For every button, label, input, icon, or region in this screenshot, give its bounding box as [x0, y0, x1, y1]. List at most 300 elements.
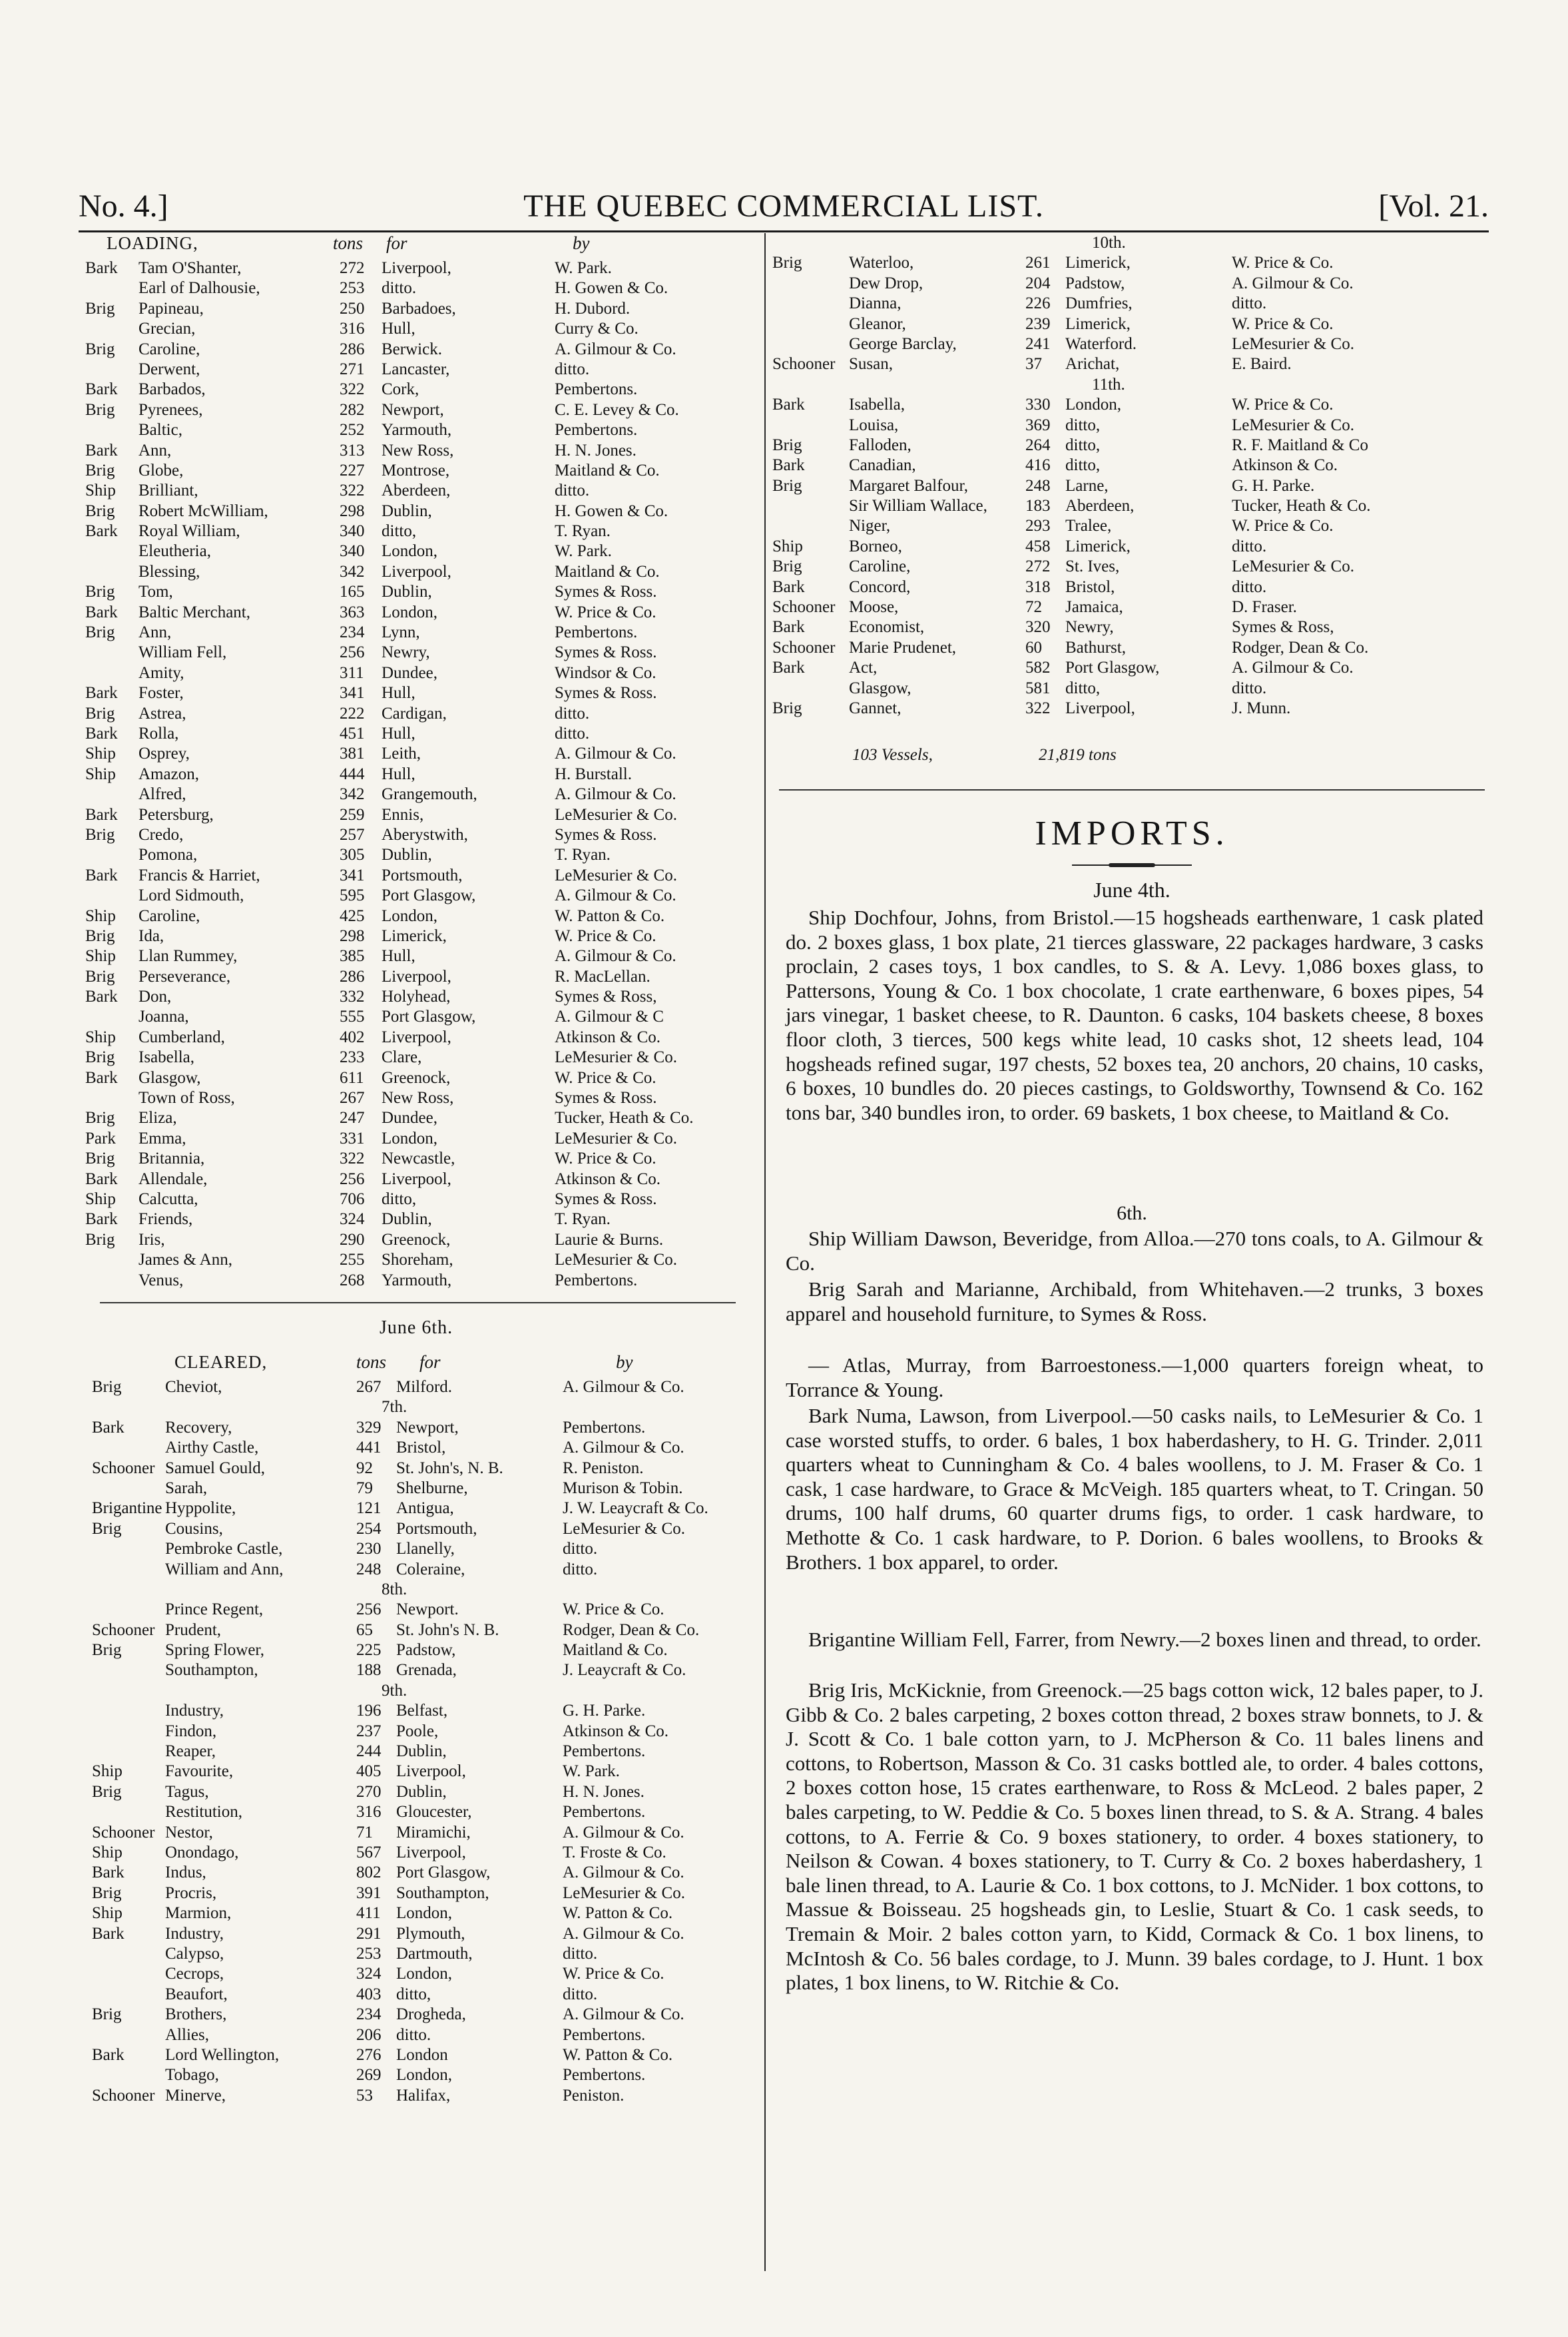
vessel-tons: 257	[340, 825, 365, 844]
vessel-tons: 298	[340, 926, 365, 945]
vessel-name: William and Ann,	[165, 1560, 284, 1578]
vessel-agent: LeMesurier & Co.	[555, 1251, 677, 1269]
vessel-name: Marmion,	[165, 1904, 232, 1923]
vessel-name: Eleutheria,	[138, 542, 211, 561]
vessel-name: Gannet,	[849, 699, 902, 717]
vessel-destination: Belfast,	[396, 1702, 448, 1720]
vessel-tons: 237	[356, 1722, 382, 1740]
vessel-destination: Aberdeen,	[1065, 497, 1135, 515]
vessel-name: Dianna,	[849, 294, 902, 313]
vessel-tons: 290	[340, 1230, 365, 1249]
vessel-name: Susan,	[849, 355, 893, 374]
vessel-name: Marie Prudenet,	[849, 638, 957, 657]
vessel-tons: 230	[356, 1540, 382, 1558]
vessel-tons: 282	[340, 400, 365, 419]
vessel-row	[79, 1903, 751, 1923]
vessel-name: Baltic Merchant,	[138, 603, 250, 621]
vessel-type: Schooner	[92, 1823, 155, 1841]
vessel-agent: T. Froste & Co.	[563, 1843, 666, 1861]
vessel-tons: 267	[356, 1378, 382, 1396]
vessel-type: Bark	[85, 259, 118, 277]
vessel-destination: Southampton,	[396, 1883, 489, 1902]
vessel-destination: Dublin,	[382, 1210, 432, 1229]
vessel-row	[772, 334, 1488, 354]
date-row	[772, 375, 1488, 395]
vessel-name: Calypso,	[165, 1944, 224, 1963]
vessel-destination: Hull,	[382, 684, 415, 703]
vessel-tons: 222	[340, 704, 365, 723]
vessel-destination: Liverpool,	[382, 1169, 451, 1188]
vessel-tons: 121	[356, 1499, 382, 1518]
vessel-tons: 244	[356, 1742, 382, 1761]
vessel-name: William Fell,	[138, 643, 227, 662]
vessel-tons: 269	[356, 2066, 382, 2085]
vessel-row	[79, 1007, 751, 1027]
vessel-agent: Pembertons.	[563, 1742, 646, 1761]
vessel-destination: ditto,	[382, 522, 417, 541]
vessel-name: Prudent,	[165, 1620, 222, 1639]
vessel-name: Margaret Balfour,	[849, 476, 969, 495]
vessel-agent: W. Price & Co.	[563, 1600, 664, 1619]
vessel-name: Ida,	[138, 926, 164, 945]
cleared-date-heading: June 6th.	[380, 1317, 453, 1338]
vessel-row	[79, 1944, 751, 1964]
vessel-destination: Shoreham,	[382, 1251, 453, 1269]
vessel-type: Brig	[85, 1048, 115, 1067]
vessel-type: Ship	[85, 765, 116, 783]
vessel-row	[772, 658, 1488, 678]
vessel-tons: 183	[1025, 497, 1051, 515]
vessel-row	[772, 516, 1488, 536]
vessel-destination: New Ross,	[382, 1089, 454, 1108]
vessel-agent: ditto.	[563, 1540, 598, 1558]
vessel-name: Papineau,	[138, 299, 204, 318]
vessel-name: Samuel Gould,	[165, 1459, 265, 1477]
vessel-row	[79, 825, 751, 845]
vessel-type: Brigantine	[92, 1499, 162, 1518]
vessel-type: Brig	[92, 1883, 122, 1902]
vessel-agent: W. Park.	[563, 1762, 620, 1781]
vessel-row	[79, 1985, 751, 2005]
vessel-tons: 342	[340, 562, 365, 581]
vessel-row	[772, 557, 1488, 577]
vessel-row	[79, 785, 751, 805]
vessel-destination: Newcastle,	[382, 1150, 455, 1168]
vessel-row	[79, 704, 751, 724]
vessel-tons: 53	[356, 2086, 373, 2105]
vessel-destination: Port Glasgow,	[1065, 659, 1160, 677]
vessel-agent: Murison & Tobin.	[563, 1479, 683, 1497]
vessel-row	[79, 926, 751, 946]
vessel-tons: 188	[356, 1661, 382, 1680]
vessel-type: Brig	[85, 704, 115, 723]
vessel-agent: Rodger, Dean & Co.	[563, 1620, 700, 1639]
vessel-name: Beaufort,	[165, 1985, 228, 2003]
vessel-row	[79, 461, 751, 481]
vessel-row	[79, 1843, 751, 1863]
vessel-agent: ditto.	[1232, 577, 1267, 596]
vessel-name: Isabella,	[138, 1048, 194, 1067]
vessel-tons: 250	[340, 299, 365, 318]
vessel-agent: ditto.	[1232, 537, 1267, 555]
vessel-destination: Dumfries,	[1065, 294, 1133, 313]
vessel-agent: D. Fraser.	[1232, 598, 1297, 617]
vessel-row	[772, 395, 1488, 415]
vessel-agent: ditto.	[555, 360, 590, 378]
vessel-row	[79, 2005, 751, 2025]
vessel-row	[79, 1883, 751, 1903]
vessel-tons: 318	[1025, 577, 1051, 596]
vessel-tons: 332	[340, 988, 365, 1006]
vessel-agent: T. Ryan.	[555, 522, 611, 541]
vessel-row	[772, 496, 1488, 516]
vessel-type: Bark	[772, 577, 805, 596]
vessel-name: Southampton,	[165, 1661, 258, 1680]
vessel-agent: ditto.	[563, 1944, 598, 1963]
vessel-row	[772, 416, 1488, 436]
vessel-name: Dew Drop,	[849, 274, 923, 292]
vessel-agent: ditto.	[563, 1560, 598, 1578]
vessel-name: Llan Rummey,	[138, 947, 238, 966]
vessel-row	[79, 643, 751, 663]
vessel-name: Amazon,	[138, 765, 199, 783]
vessel-destination: Liverpool,	[382, 259, 451, 277]
vessel-row	[79, 683, 751, 703]
vessel-destination: London,	[396, 2066, 453, 2085]
vessel-row	[79, 541, 751, 561]
vessel-row	[79, 1499, 751, 1518]
vessel-destination: Liverpool,	[1065, 699, 1135, 717]
vessel-row	[79, 1068, 751, 1088]
vessel-tons: 37	[1025, 355, 1042, 374]
vessel-agent: LeMesurier & Co.	[555, 1129, 677, 1148]
vessel-agent: LeMesurier & Co.	[555, 805, 677, 824]
vessel-destination: Limerick,	[382, 926, 447, 945]
vessel-name: Brilliant,	[138, 482, 198, 500]
vessel-agent: Symes & Ross,	[555, 988, 657, 1006]
vessel-name: Tobago,	[165, 2066, 219, 2085]
vessel-row	[772, 537, 1488, 557]
loading-list	[79, 258, 751, 1291]
vessel-row	[79, 1088, 751, 1108]
vessel-destination: Arichat,	[1065, 355, 1120, 374]
vessel-tons: 369	[1025, 416, 1051, 434]
vessel-destination: ditto,	[1065, 436, 1101, 454]
date-label: 7th.	[382, 1398, 407, 1417]
vessel-type: Ship	[85, 1028, 116, 1046]
vessel-tons: 391	[356, 1883, 382, 1902]
vessel-name: Grecian,	[138, 320, 196, 338]
vessel-name: Lord Wellington,	[165, 2045, 280, 2064]
vessel-tons: 79	[356, 1479, 373, 1497]
vessel-tons: 381	[340, 745, 365, 763]
vessel-row	[79, 1640, 751, 1660]
vessel-name: Cheviot,	[165, 1378, 222, 1396]
vessel-row	[79, 906, 751, 926]
vessel-agent: Symes & Ross.	[555, 583, 657, 601]
vessel-row	[772, 456, 1488, 476]
vessel-type: Brig	[85, 583, 115, 601]
vessel-type: Ship	[92, 1762, 123, 1781]
vessel-tons: 340	[340, 522, 365, 541]
vessel-name: Caroline,	[849, 557, 911, 576]
vessel-tons: 204	[1025, 274, 1051, 292]
vessel-name: Caroline,	[138, 340, 200, 358]
vessel-tons: 247	[340, 1109, 365, 1128]
vessel-destination: Grenada,	[396, 1661, 457, 1680]
vessel-agent: W. Price & Co.	[1232, 396, 1334, 414]
vessel-row	[79, 967, 751, 987]
vessel-tons: 567	[356, 1843, 382, 1861]
vessel-agent: Symes & Ross.	[555, 1089, 657, 1108]
vessel-name: Gleanor,	[849, 314, 906, 333]
vessel-type: Bark	[85, 988, 118, 1006]
vessel-agent: W. Price & Co.	[555, 926, 656, 945]
vessel-row	[79, 1189, 751, 1209]
vessel-type: Bark	[85, 1068, 118, 1087]
vessel-name: Hyppolite,	[165, 1499, 236, 1518]
vessel-row	[772, 436, 1488, 456]
import-entry-iris: Brig Iris, McKicknie, from Greenock.—25 bags cotton wick, 12 bales paper, to J. Gibb & Co. 2 bales carpeting, 2 boxes cotton thread, 2 boxes straw bonnets, to J. & J. Scott & Co. 1 bale cotton yarn, to J. McPherson & Co. 11 bales linens and cottons, to Robertson, Masson & Co. 31 casks bottled ale, to order. 4 bales cottons, 2 boxes cotton hose, 15 crates earthenware, to Ross & McLeod. 2 bales paper, 2 bales carpeting, to W. Peddie & Co. 5 boxes linen thread, to S. & A. Strang. 4 bales cottons, to A. Ferrie & Co. 9 boxes stationery, to order. 4 boxes stationery, to Neilson & Cowan. 4 boxes stationery, to T. Curry & Co. 2 boxes haberdashery, 1 bale linen thread, to A. Laurie & Co. 1 box cottons, to J. McNider. 1 box cottons, to Massue & Boisseau. 25 hogsheads gin, to Leslie, Stuart & Co. 1 cask seeds, to Tremain & Moir. 2 bales cotton yarn, to Kidd, Cormack & Co. 1 box linens, to McIntosh & Co. 56 bales cordage, to J. Munn. 39 bales cordage, to J. Hunt. 1 box plates, 1 box linens, to W. Ritchie & Co.	[786, 1678, 1483, 1995]
volume-number: [Vol. 21.	[1378, 188, 1489, 224]
vessel-destination: Yarmouth,	[382, 421, 452, 440]
vessel-name: Petersburg,	[138, 805, 214, 824]
vessel-name: Britannia,	[138, 1150, 205, 1168]
vessel-type: Bark	[85, 1210, 118, 1229]
vessel-tons: 322	[1025, 699, 1051, 717]
vessel-tons: 196	[356, 1702, 382, 1720]
vessel-row	[79, 278, 751, 298]
vessel-tons: 555	[340, 1008, 365, 1026]
vessel-type: Brig	[92, 2005, 122, 2024]
vessel-destination: Tralee,	[1065, 517, 1112, 535]
vessel-row	[79, 380, 751, 400]
vessel-row	[79, 2086, 751, 2106]
vessel-type: Brig	[85, 623, 115, 642]
vessel-type: Brig	[92, 1519, 122, 1538]
total-vessels: 103 Vessels,	[852, 746, 933, 764]
vessel-agent: Atkinson & Co.	[1232, 456, 1338, 475]
vessel-destination: Portsmouth,	[382, 866, 463, 884]
vessel-tons: 272	[1025, 557, 1051, 576]
vessel-tons: 256	[340, 1169, 365, 1188]
vessel-name: Procris,	[165, 1883, 217, 1902]
vessel-row	[772, 294, 1488, 314]
vessel-row	[79, 360, 751, 380]
vessel-agent: R. F. Maitland & Co	[1232, 436, 1368, 454]
vessel-agent: A. Gilmour & Co.	[1232, 274, 1354, 292]
vessel-destination: Bristol,	[396, 1439, 446, 1457]
vessel-name: Pomona,	[138, 846, 198, 864]
vessel-name: Isabella,	[849, 396, 905, 414]
vessel-tons: 276	[356, 2045, 382, 2064]
vessel-tons: 65	[356, 1620, 373, 1639]
vessel-destination: Jamaica,	[1065, 598, 1123, 617]
vessel-destination: Hull,	[382, 947, 415, 966]
vessel-row	[772, 679, 1488, 699]
vessel-tons: 611	[340, 1068, 364, 1087]
vessel-tons: 254	[356, 1519, 382, 1538]
vessel-name: Cecrops,	[165, 1965, 224, 1983]
vessel-agent: Pembertons.	[563, 1803, 646, 1822]
vessel-type: Brig	[85, 1150, 115, 1168]
vessel-destination: Lynn,	[382, 623, 420, 642]
vessel-destination: Dartmouth,	[396, 1944, 473, 1963]
vessel-type: Ship	[92, 1904, 123, 1923]
cleared-list-continued	[772, 233, 1488, 719]
vessel-name: Concord,	[849, 577, 911, 596]
cleared-heading: CLEARED,	[174, 1352, 268, 1372]
vessel-tons: 253	[340, 279, 365, 298]
vessel-name: Credo,	[138, 825, 184, 844]
vessel-destination: Dundee,	[382, 663, 437, 682]
vessel-destination: Portsmouth,	[396, 1519, 477, 1538]
vessel-destination: Greenock,	[382, 1230, 451, 1249]
vessel-type: Brig	[85, 926, 115, 945]
vessel-destination: Llanelly,	[396, 1540, 455, 1558]
vessel-agent: ditto.	[1232, 679, 1267, 697]
vessel-destination: Cork,	[382, 380, 419, 399]
vessel-agent: Pembertons.	[555, 623, 638, 642]
vessel-tons: 595	[340, 886, 365, 905]
vessel-row	[772, 597, 1488, 617]
vessel-tons: 322	[340, 482, 365, 500]
vessel-row	[79, 623, 751, 643]
vessel-agent: T. Ryan.	[555, 1210, 611, 1229]
vessel-agent: W. Price & Co.	[563, 1965, 664, 1983]
vessel-name: Ann,	[138, 441, 172, 460]
total-tons: 21,819 tons	[1039, 746, 1117, 764]
vessel-destination: London,	[382, 906, 438, 925]
vessel-destination: Bristol,	[1065, 577, 1115, 596]
vessel-name: Reaper,	[165, 1742, 216, 1761]
vessel-row	[79, 562, 751, 582]
vessel-type: Schooner	[772, 638, 836, 657]
vessel-destination: Newport,	[382, 400, 444, 419]
vessel-agent: Peniston.	[563, 2086, 625, 2105]
vessel-tons: 253	[356, 1944, 382, 1963]
vessel-row	[79, 521, 751, 541]
vessel-row	[79, 1209, 751, 1229]
vessel-agent: Curry & Co.	[555, 320, 639, 338]
vessel-name: Tom,	[138, 583, 173, 601]
vessel-destination: Limerick,	[1065, 254, 1131, 272]
vessel-row	[79, 1169, 751, 1189]
vessel-destination: New Ross,	[382, 441, 454, 460]
vessel-name: Pyrenees,	[138, 400, 203, 419]
vessel-destination: Liverpool,	[382, 1028, 451, 1046]
vessel-type: Park	[85, 1129, 116, 1148]
vessel-agent: ditto.	[555, 724, 590, 743]
vessel-name: Tam O'Shanter,	[138, 259, 242, 277]
vessel-row	[79, 1701, 751, 1721]
vessel-destination: Ennis,	[382, 805, 424, 824]
vessel-destination: ditto,	[382, 1189, 417, 1208]
vessel-destination: Dublin,	[396, 1782, 447, 1801]
vessel-tons: 405	[356, 1762, 382, 1781]
vessel-row	[79, 319, 751, 339]
vessel-destination: Drogheda,	[396, 2005, 466, 2024]
vessel-destination: Larne,	[1065, 476, 1109, 495]
date-label: 9th.	[382, 1681, 407, 1700]
vessel-agent: Rodger, Dean & Co.	[1232, 638, 1369, 657]
vessel-agent: Pembertons.	[563, 2066, 646, 2085]
vessel-tons: 226	[1025, 294, 1051, 313]
vessel-row	[79, 1924, 751, 1944]
vessel-agent: LeMesurier & Co.	[555, 1048, 677, 1067]
vessel-destination: Greenock,	[382, 1068, 451, 1087]
vessel-row	[79, 340, 751, 360]
vessel-name: Friends,	[138, 1210, 193, 1229]
vessel-row	[79, 1539, 751, 1559]
vessel-name: Earl of Dalhousie,	[138, 279, 260, 298]
vessel-name: Foster,	[138, 684, 184, 703]
vessel-destination: London,	[396, 1965, 453, 1983]
date-label: 10th.	[1092, 234, 1126, 252]
vessel-agent: Symes & Ross.	[555, 1189, 657, 1208]
vessel-agent: T. Ryan.	[555, 846, 611, 864]
vessel-agent: Maitland & Co.	[555, 461, 660, 480]
vessel-tons: 444	[340, 765, 365, 783]
vessel-name: Cumberland,	[138, 1028, 225, 1046]
vessel-destination: Aberystwith,	[382, 825, 468, 844]
vessel-destination: Poole,	[396, 1722, 439, 1740]
vessel-name: Venus,	[138, 1271, 184, 1289]
vessel-agent: E. Baird.	[1232, 355, 1292, 374]
vessel-row	[79, 400, 751, 420]
issue-number: No. 4.]	[79, 188, 168, 224]
vessel-tons: 402	[340, 1028, 365, 1046]
vessel-tons: 256	[340, 643, 365, 662]
vessel-type: Brig	[92, 1378, 122, 1396]
vessel-tons: 291	[356, 1924, 382, 1943]
import-entry-william-dawson: Ship William Dawson, Beveridge, from Alloa.—270 tons coals, to A. Gilmour & Co.	[786, 1227, 1483, 1275]
vessel-name: Falloden,	[849, 436, 912, 454]
vessel-agent: A. Gilmour & Co.	[563, 1823, 684, 1841]
vessel-row	[79, 1863, 751, 1883]
vessel-name: Moose,	[849, 598, 899, 617]
vessel-tons: 233	[340, 1048, 365, 1067]
vessel-destination: Grangemouth,	[382, 785, 477, 804]
vessel-tons: 239	[1025, 314, 1051, 333]
vessel-row	[79, 1028, 751, 1048]
vessel-destination: Plymouth,	[396, 1924, 465, 1943]
vessel-type: Brig	[772, 476, 802, 495]
vessel-name: Robert McWilliam,	[138, 501, 268, 520]
vessel-name: Pembroke Castle,	[165, 1540, 283, 1558]
vessel-agent: Maitland & Co.	[563, 1641, 668, 1660]
vessel-row	[79, 1250, 751, 1270]
vessel-destination: Hull,	[382, 320, 415, 338]
vessel-type: Brig	[85, 1109, 115, 1128]
vessel-name: Globe,	[138, 461, 184, 480]
vessel-agent: Tucker, Heath & Co.	[1232, 497, 1371, 515]
vessel-row	[79, 1271, 751, 1291]
vessel-agent: A. Gilmour & Co.	[555, 785, 676, 804]
vessel-tons: 234	[356, 2005, 382, 2024]
vessel-name: Act,	[849, 659, 878, 677]
vessel-agent: A. Gilmour & Co.	[555, 947, 676, 966]
vessel-type: Bark	[85, 1169, 118, 1188]
vessel-type: Brig	[85, 501, 115, 520]
vessel-tons: 316	[340, 320, 365, 338]
vessel-row	[79, 299, 751, 319]
vessel-tons: 403	[356, 1985, 382, 2003]
vessel-type: Brig	[85, 299, 115, 318]
vessel-agent: ditto.	[555, 704, 590, 723]
vessel-destination: Port Glasgow,	[382, 886, 476, 905]
vessel-type: Bark	[92, 1924, 125, 1943]
